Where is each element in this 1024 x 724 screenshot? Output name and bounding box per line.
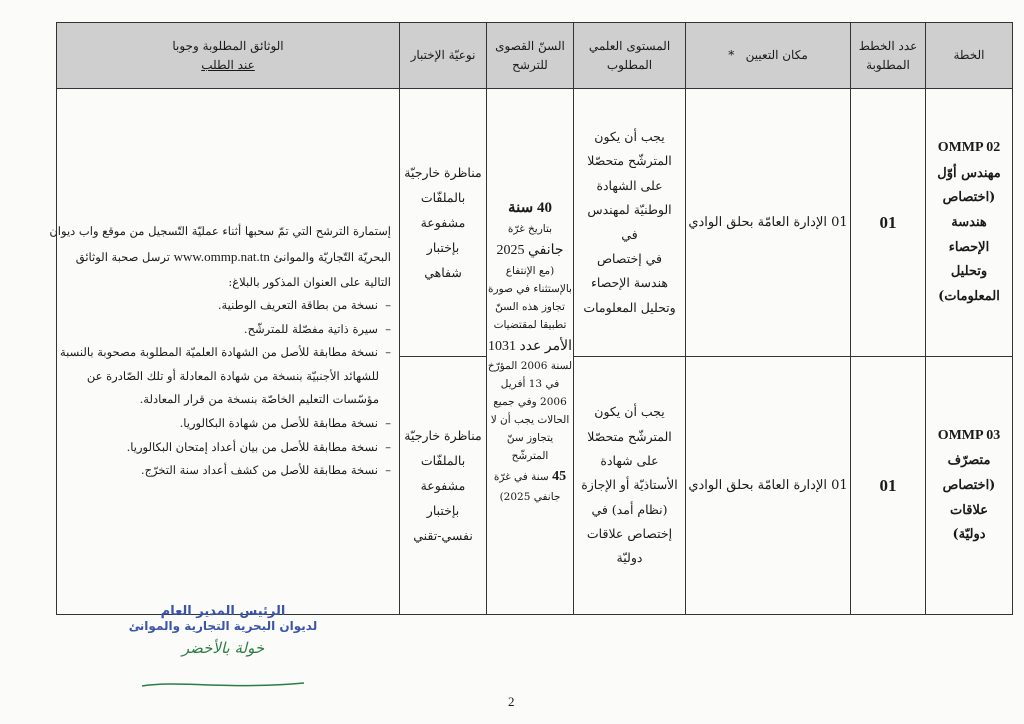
age-cell: 40 سنة بتاريخ غرّة جانفي 2025 (مع الإنتفاع بالإستثناء في صورة تجاوز هذه السنّ تطبيقا لمقتضيات الأمر عدد 1031 لسنة 2006 المؤرّخ في 13 أفريل 2006 وفي جميع الحالات يجب أن لا يتجاوز سنّ المترشّح 45 سنة في غرّة جانفي 2025) [487,89,574,615]
docs-intro-1: إستمارة الترشح التي تمّ سحبها أثناء عمليّة التّسجيل من موقع واب ديوان [49,224,391,239]
place-cell: 01 الإدارة العامّة بحلق الوادي [686,357,851,615]
level-cell: يجب أن يكون المترشّح متحصّلا على الشهادة الوطنيّة لمهندس في في إختصاص هندسة الإحصاء وتحليل المعلومات [574,89,686,357]
stamp-line-2: لديوان البحرية التجارية والموانئ [128,619,318,633]
list-item-cont: للشهائد الأجنبيّة بنسخة من شهادة المعادلة أو تلك الصّادرة عن [86,368,379,383]
header-row [57,23,1013,89]
header-count: عدد الخطط المطلوبة [851,23,926,89]
signature-stroke-icon [138,678,308,692]
header-plan: الخطة [926,23,1013,89]
list-item: – نسخة من بطاقة التعريف الوطنية. [217,298,391,313]
stamp-line-1: الرئيس المدير العام [160,604,286,619]
header-place: مكان التعيين * [686,23,851,89]
count-cell: 01 [851,357,926,615]
recruitment-table [49,22,1013,615]
docs-cell [49,89,400,615]
header-age: السنّ القصوى للترشح [487,23,574,89]
signature-stamp [128,604,318,657]
docs-intro-3: التالية على العنوان المذكور بالبلاغ: [228,274,391,289]
page-number: 2 [508,694,515,709]
docs-intro-2: البحريّة التّجاريّة والموانئ www.ommp.nat.tn ترسل صحبة الوثائق [75,248,391,264]
exam-cell: مناظرة خارجيّة بالملفّات مشفوعة بإختبار شفاهي [400,89,487,357]
exam-cell: مناظرة خارجيّة بالملفّات مشفوعة بإختبار نفسي-تقني [400,357,487,615]
plan-cell: OMMP 02 مهندس أوّل (اختصاص هندسة الإحصاء وتحليل المعلومات) [926,89,1013,357]
header-docs: الوثائق المطلوبة وجوبا عند الطلب [57,23,400,89]
header-exam: نوعيّة الإختبار [400,23,487,89]
list-item-cont: مؤسّسات التعليم الخاصّة بنسخة من قرار المعادلة. [139,392,379,407]
list-item: – نسخة مطابقة للأصل من بيان أعداد إمتحان البكالوريا. [126,439,391,454]
table-row [57,89,1013,357]
level-cell: يجب أن يكون المترشّح متحصّلا على شهادة الأستاذيّة أو الإجازة (نظام أمد) في إختصاص علاقات دوليّة [574,357,686,615]
header-level: المستوى العلمي المطلوب [574,23,686,89]
list-item: – سيرة ذاتية مفصّلة للمترشّح. [243,321,391,336]
count-cell: 01 [851,89,926,357]
website-url: www.ommp.nat.tn [173,248,270,264]
handwritten-signature: خولة بالأخضر [181,639,265,657]
place-cell: 01 الإدارة العامّة بحلق الوادي [686,89,851,357]
list-item: – نسخة مطابقة للأصل من كشف أعداد سنة التخرّج. [140,463,391,478]
list-item: – نسخة مطابقة للأصل من شهادة البكالوريا. [179,415,391,430]
list-item: – نسخة مطابقة للأصل من الشهادة العلميّة المطلوبة مصحوبة بالنسبة [60,345,391,360]
plan-cell: OMMP 03 متصرّف (اختصاص علاقات دوليّة) [926,357,1013,615]
